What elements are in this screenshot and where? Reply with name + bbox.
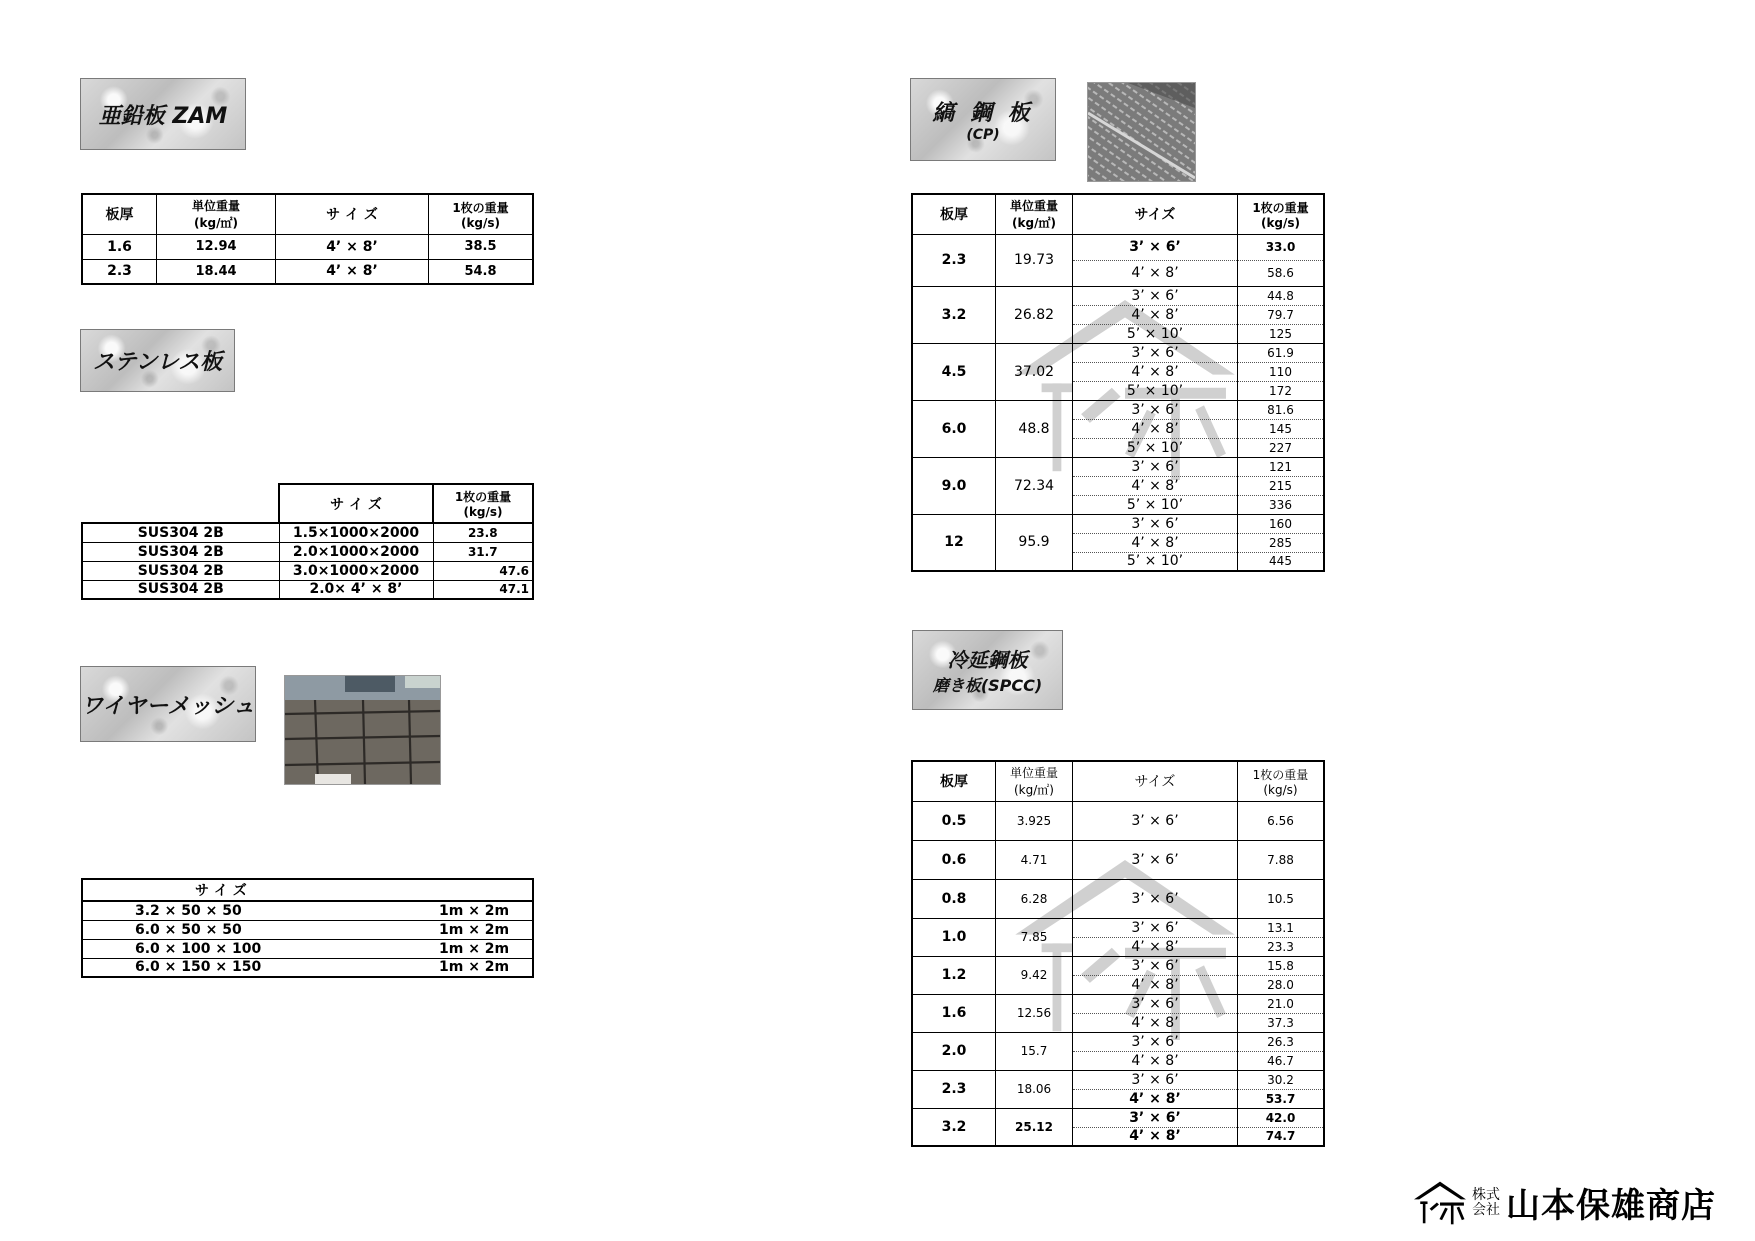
checker-cell-weight: 44.8	[1238, 286, 1325, 305]
table-row	[912, 286, 1324, 305]
mesh-cell-size: 6.0 × 150 × 150	[135, 959, 262, 976]
zam-header-thickness: 板厚	[82, 194, 157, 234]
mesh-title-box	[80, 666, 256, 742]
checker-cell-weight: 110	[1238, 362, 1325, 381]
spcc-cell-thickness: 0.5	[912, 801, 996, 840]
table-row	[82, 234, 533, 259]
zam-cell-size: 4’ × 8’	[276, 259, 429, 284]
checker-cell-weight: 61.9	[1238, 343, 1325, 362]
table-row	[912, 1032, 1324, 1051]
spcc-header-unit-weight: 単位重量 (kg/㎡)	[996, 761, 1073, 801]
table-row	[82, 580, 533, 599]
mesh-cell-dimension: 1m × 2m	[439, 959, 510, 976]
stainless-cell-weight: 47.1	[433, 580, 533, 599]
spcc-cell-weight: 13.1	[1238, 918, 1325, 937]
company-name: 山本保雄商店	[1506, 1186, 1716, 1226]
spcc-header-size: サイズ	[1073, 761, 1238, 801]
zam-table	[81, 193, 534, 285]
spcc-cell-unit-weight: 3.925	[996, 801, 1073, 840]
spcc-cell-weight: 7.88	[1238, 840, 1325, 879]
spcc-cell-size: 3’ × 6’	[1073, 918, 1238, 937]
spcc-cell-weight: 26.3	[1238, 1032, 1325, 1051]
checker-cell-unit-weight: 37.02	[996, 343, 1073, 400]
checker-cell-size: 5’ × 10’	[1073, 381, 1238, 400]
spcc-cell-size: 4’ × 8’	[1073, 1051, 1238, 1070]
checker-cell-weight: 125	[1238, 324, 1325, 343]
spcc-cell-thickness: 1.6	[912, 994, 996, 1032]
checker-title-box	[910, 78, 1056, 161]
spcc-cell-size: 3’ × 6’	[1073, 879, 1238, 918]
stainless-header-weight: 1枚の重量 (kg/s)	[433, 484, 533, 523]
spcc-cell-weight: 46.7	[1238, 1051, 1325, 1070]
stainless-header-size: サ イ ズ	[279, 484, 433, 523]
spcc-cell-size: 4’ × 8’	[1073, 1127, 1238, 1146]
spcc-cell-size: 4’ × 8’	[1073, 937, 1238, 956]
mesh-header-size: サ イ ズ	[82, 879, 533, 901]
spcc-cell-unit-weight: 9.42	[996, 956, 1073, 994]
checker-cell-unit-weight: 95.9	[996, 514, 1073, 571]
mesh-cell-dimension: 1m × 2m	[435, 939, 533, 958]
checker-cell-weight: 215	[1238, 476, 1325, 495]
spcc-header-thickness: 板厚	[912, 761, 996, 801]
mesh-title: ワイヤーメッシュ	[81, 693, 255, 719]
spcc-cell-weight: 53.7	[1238, 1089, 1325, 1108]
spcc-cell-size: 4’ × 8’	[1073, 1089, 1238, 1108]
stainless-title: ステンレス板	[92, 350, 223, 375]
checker-cell-size: 3’ × 6’	[1073, 234, 1238, 260]
table-row	[82, 920, 533, 939]
spcc-cell-weight: 30.2	[1238, 1070, 1325, 1089]
mesh-table	[81, 878, 534, 978]
zam-cell-thickness: 1.6	[82, 234, 157, 259]
spcc-subtitle: 磨き板(SPCC)	[932, 676, 1043, 695]
stainless-cell-size: 1.5×1000×2000	[279, 523, 433, 542]
checker-cell-size: 4’ × 8’	[1073, 362, 1238, 381]
zam-cell-weight: 38.5	[429, 234, 534, 259]
checker-cell-size: 3’ × 6’	[1073, 457, 1238, 476]
mesh-cell-size: 3.2 × 50 × 50	[82, 901, 435, 920]
mesh-cell-dimension: 1m × 2m	[435, 920, 533, 939]
zam-title-box	[80, 78, 246, 150]
table-row	[82, 901, 533, 920]
checker-cell-unit-weight: 48.8	[996, 400, 1073, 457]
table-row	[912, 343, 1324, 362]
spcc-cell-unit-weight: 25.12	[996, 1108, 1073, 1146]
table-row	[912, 840, 1324, 879]
spcc-title-box	[912, 630, 1063, 710]
stainless-title-box	[80, 329, 235, 392]
checker-cell-size: 3’ × 6’	[1073, 400, 1238, 419]
zam-header-unit-weight: 単位重量 (kg/㎡)	[157, 194, 276, 234]
checker-cell-weight: 121	[1238, 457, 1325, 476]
table-row	[912, 918, 1324, 937]
table-row	[82, 259, 533, 284]
company-mark-icon	[1414, 1180, 1466, 1226]
checker-header-thickness: 板厚	[912, 194, 996, 234]
spcc-cell-thickness: 3.2	[912, 1108, 996, 1146]
spcc-cell-weight: 37.3	[1238, 1013, 1325, 1032]
stainless-cell-grade: SUS304 2B	[82, 580, 279, 599]
checker-cell-weight: 172	[1238, 381, 1325, 400]
zam-cell-unit-weight: 12.94	[157, 234, 276, 259]
table-row	[912, 514, 1324, 533]
table-row	[912, 879, 1324, 918]
checker-title: 縞 鋼 板	[932, 101, 1034, 126]
stainless-cell-weight: 31.7	[433, 542, 533, 561]
spcc-cell-unit-weight: 18.06	[996, 1070, 1073, 1108]
stainless-cell-size: 3.0×1000×2000	[279, 561, 433, 580]
spcc-cell-unit-weight: 12.56	[996, 994, 1073, 1032]
table-row	[912, 1108, 1324, 1127]
spcc-header-weight: 1枚の重量 (kg/s)	[1238, 761, 1325, 801]
stainless-cell-grade: SUS304 2B	[82, 523, 279, 542]
checker-cell-size: 5’ × 10’	[1073, 324, 1238, 343]
spcc-cell-thickness: 0.6	[912, 840, 996, 879]
checker-cell-unit-weight: 19.73	[996, 234, 1073, 286]
spcc-cell-weight: 21.0	[1238, 994, 1325, 1013]
table-row	[82, 939, 533, 958]
checker-cell-weight: 79.7	[1238, 305, 1325, 324]
table-row	[912, 1070, 1324, 1089]
spcc-cell-thickness: 2.3	[912, 1070, 996, 1108]
checker-cell-size: 5’ × 10’	[1073, 495, 1238, 514]
company-type-label: 株式 会社	[1472, 1186, 1500, 1218]
zam-cell-weight: 54.8	[429, 259, 534, 284]
spcc-cell-size: 3’ × 6’	[1073, 1070, 1238, 1089]
wire-mesh-photo	[284, 675, 441, 785]
stainless-cell-weight: 47.6	[433, 561, 533, 580]
checker-cell-size: 5’ × 10’	[1073, 552, 1238, 571]
checker-plate-photo	[1087, 82, 1196, 182]
checker-cell-weight: 58.6	[1238, 260, 1325, 286]
checker-cell-weight: 445	[1238, 552, 1325, 571]
spcc-cell-size: 3’ × 6’	[1073, 1108, 1238, 1127]
table-row	[912, 234, 1324, 260]
checker-cell-size: 4’ × 8’	[1073, 419, 1238, 438]
spcc-cell-weight: 6.56	[1238, 801, 1325, 840]
table-row	[82, 958, 533, 977]
spcc-cell-weight: 10.5	[1238, 879, 1325, 918]
checker-cell-thickness: 3.2	[912, 286, 996, 343]
checker-cell-weight: 336	[1238, 495, 1325, 514]
checker-cell-thickness: 12	[912, 514, 996, 571]
checker-cell-size: 4’ × 8’	[1073, 305, 1238, 324]
spcc-cell-thickness: 1.0	[912, 918, 996, 956]
table-row	[912, 400, 1324, 419]
mesh-cell-dimension: 1m × 2m	[435, 901, 533, 920]
checker-header-weight: 1枚の重量 (kg/s)	[1238, 194, 1325, 234]
mesh-cell-size: 6.0 × 100 × 100	[82, 939, 435, 958]
spcc-cell-thickness: 1.2	[912, 956, 996, 994]
checker-cell-weight: 33.0	[1238, 234, 1325, 260]
zam-cell-thickness: 2.3	[82, 259, 157, 284]
spcc-cell-unit-weight: 7.85	[996, 918, 1073, 956]
spcc-cell-size: 4’ × 8’	[1073, 975, 1238, 994]
spcc-cell-weight: 42.0	[1238, 1108, 1325, 1127]
checker-cell-size: 4’ × 8’	[1073, 533, 1238, 552]
spcc-cell-unit-weight: 15.7	[996, 1032, 1073, 1070]
table-row	[82, 542, 533, 561]
spcc-cell-weight: 23.3	[1238, 937, 1325, 956]
checker-cell-weight: 145	[1238, 419, 1325, 438]
checker-cell-size: 3’ × 6’	[1073, 514, 1238, 533]
spcc-cell-size: 3’ × 6’	[1073, 840, 1238, 879]
stainless-cell-size: 2.0×1000×2000	[279, 542, 433, 561]
checker-cell-unit-weight: 72.34	[996, 457, 1073, 514]
checker-cell-weight: 160	[1238, 514, 1325, 533]
checker-cell-size: 3’ × 6’	[1073, 286, 1238, 305]
table-row	[912, 801, 1324, 840]
spcc-cell-unit-weight: 6.28	[996, 879, 1073, 918]
company-logo	[1414, 1178, 1716, 1227]
checker-cell-weight: 285	[1238, 533, 1325, 552]
spcc-cell-thickness: 0.8	[912, 879, 996, 918]
table-row	[912, 956, 1324, 975]
checker-cell-thickness: 2.3	[912, 234, 996, 286]
zam-cell-size: 4’ × 8’	[276, 234, 429, 259]
zam-title: 亜鉛板 ZAM	[98, 103, 228, 129]
spcc-cell-size: 3’ × 6’	[1073, 801, 1238, 840]
checker-cell-thickness: 6.0	[912, 400, 996, 457]
spcc-cell-weight: 74.7	[1238, 1127, 1325, 1146]
stainless-table	[81, 483, 534, 600]
table-row	[912, 457, 1324, 476]
checker-cell-size: 4’ × 8’	[1073, 260, 1238, 286]
table-row	[912, 994, 1324, 1013]
stainless-cell-weight: 23.8	[433, 523, 533, 542]
checker-cell-weight: 227	[1238, 438, 1325, 457]
zam-cell-unit-weight: 18.44	[157, 259, 276, 284]
checker-cell-weight: 81.6	[1238, 400, 1325, 419]
zam-header-size: サ イ ズ	[276, 194, 429, 234]
checker-subtitle: (CP)	[966, 127, 1000, 143]
checker-table	[911, 193, 1325, 572]
checker-cell-thickness: 9.0	[912, 457, 996, 514]
table-row	[82, 523, 533, 542]
checker-cell-thickness: 4.5	[912, 343, 996, 400]
zam-header-weight: 1枚の重量 (kg/s)	[429, 194, 534, 234]
spcc-cell-size: 3’ × 6’	[1073, 994, 1238, 1013]
spcc-cell-size: 3’ × 6’	[1073, 1032, 1238, 1051]
mesh-cell-size: 6.0 × 50 × 50	[82, 920, 435, 939]
checker-cell-unit-weight: 26.82	[996, 286, 1073, 343]
stainless-cell-size: 2.0× 4’ × 8’	[279, 580, 433, 599]
spcc-title: 冷延鋼板	[947, 648, 1028, 672]
checker-header-size: サイズ	[1073, 194, 1238, 234]
spcc-cell-thickness: 2.0	[912, 1032, 996, 1070]
checker-cell-size: 5’ × 10’	[1073, 438, 1238, 457]
checker-header-unit-weight: 単位重量 (kg/㎡)	[996, 194, 1073, 234]
spcc-cell-size: 3’ × 6’	[1073, 956, 1238, 975]
spcc-cell-size: 4’ × 8’	[1073, 1013, 1238, 1032]
table-row	[82, 561, 533, 580]
checker-cell-size: 4’ × 8’	[1073, 476, 1238, 495]
checker-cell-size: 3’ × 6’	[1073, 343, 1238, 362]
spcc-cell-unit-weight: 4.71	[996, 840, 1073, 879]
spcc-cell-weight: 28.0	[1238, 975, 1325, 994]
stainless-cell-grade: SUS304 2B	[82, 542, 279, 561]
spcc-cell-weight: 15.8	[1238, 956, 1325, 975]
stainless-cell-grade: SUS304 2B	[82, 561, 279, 580]
spcc-table	[911, 760, 1325, 1147]
